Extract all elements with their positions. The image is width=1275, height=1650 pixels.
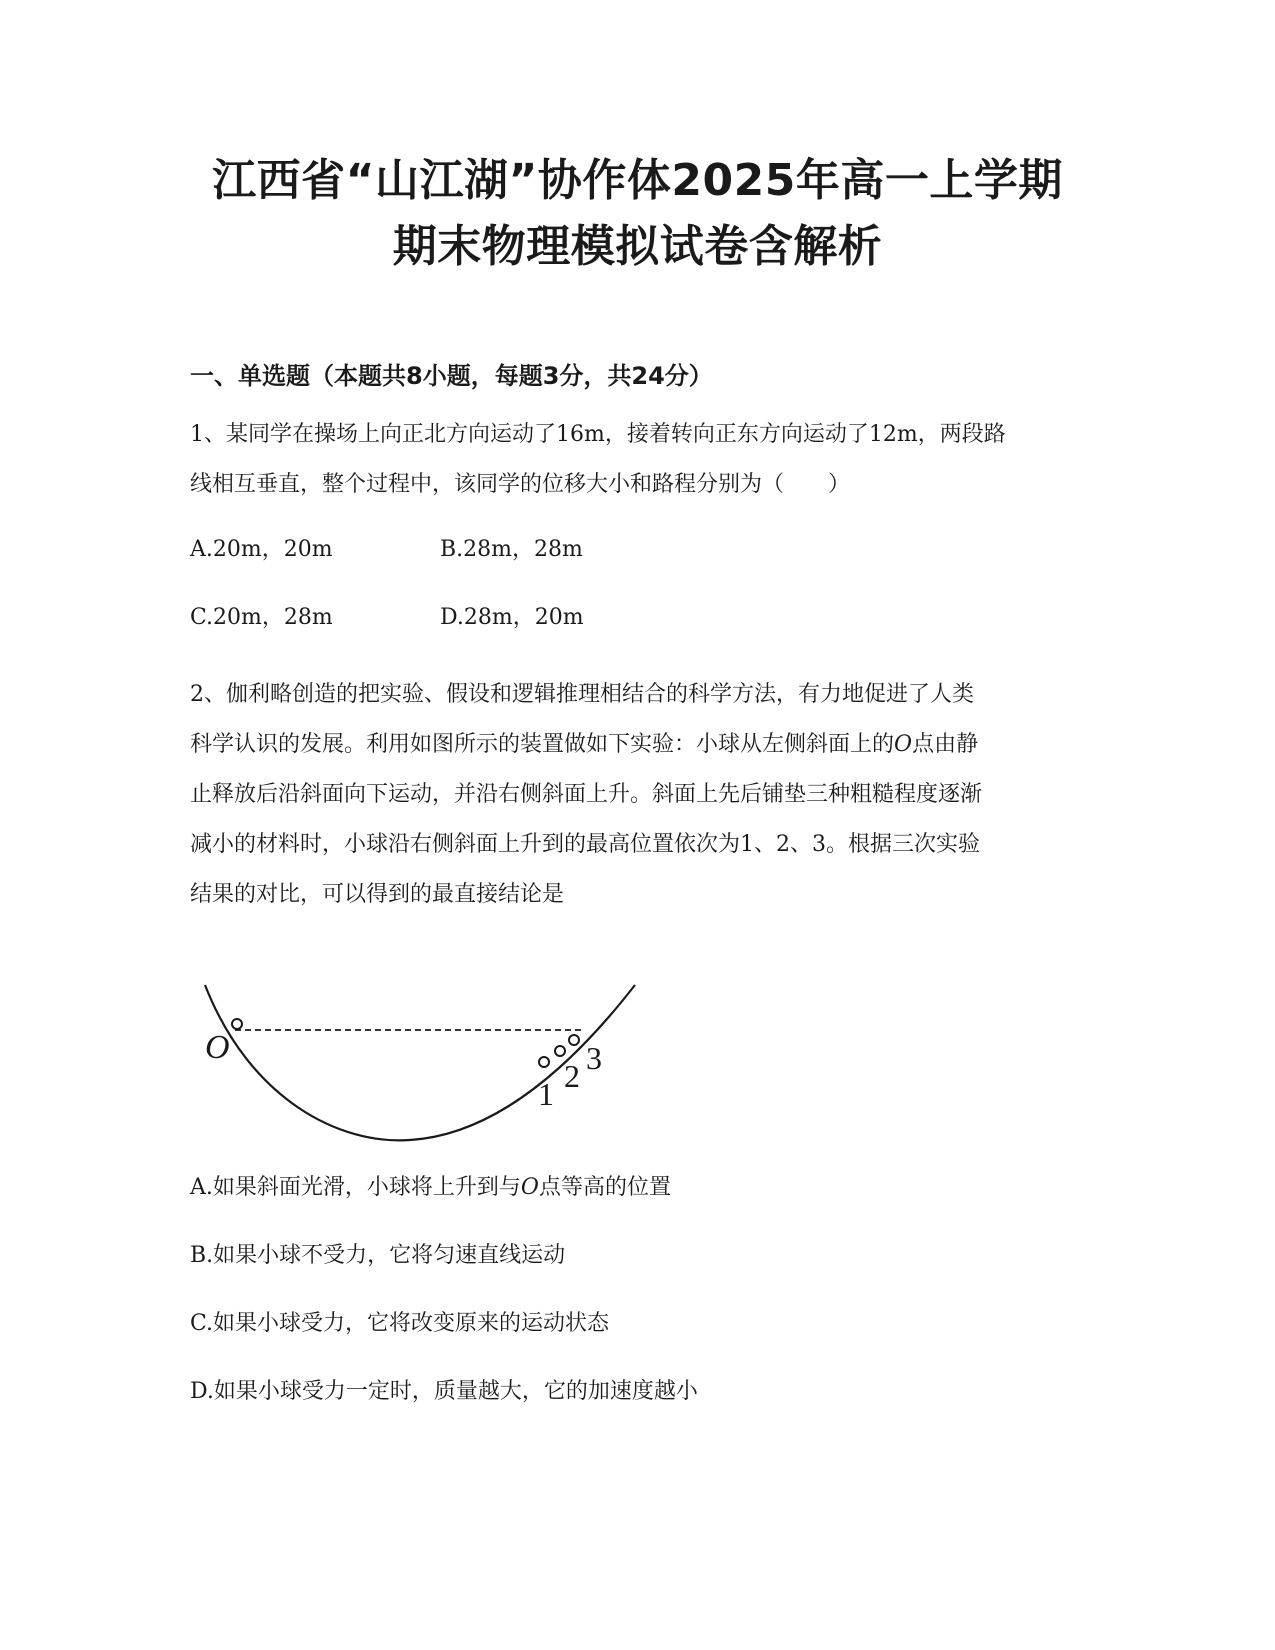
question-2-line-2: [190, 720, 1095, 770]
point-o-label-inline: O: [894, 732, 913, 757]
question-1-option-d: D.28m，20m: [440, 605, 584, 630]
ball-position-2: [555, 1046, 565, 1056]
position-2-label: 2: [564, 1058, 580, 1094]
position-3-label: 3: [586, 1040, 602, 1076]
title-line-2: 期末物理模拟试卷含解析: [392, 221, 883, 272]
question-1-text: [190, 410, 1095, 510]
position-1-label: 1: [538, 1076, 554, 1112]
ball-position-1: [539, 1057, 549, 1067]
title-line-1: 江西省“山江湖”协作体2025年高一上学期: [212, 155, 1063, 206]
question-1-option-a: A.20m，20m: [190, 537, 333, 562]
question-2-line-2-pre: 科学认识的发展。利用如图所示的装置做如下实验：小球从左侧斜面上的: [190, 732, 895, 757]
ball-position-3: [569, 1035, 579, 1045]
question-2-option-b: B.如果小球不受力，它将匀速直线运动: [190, 1243, 566, 1268]
question-2-line-3: 止释放后沿斜面向下运动，并沿右侧斜面上升。斜面上先后铺垫三种粗糙程度逐渐: [190, 782, 983, 807]
question-1-option-b: B.28m，28m: [440, 537, 583, 562]
question-2-line-2-post: 点由静: [912, 732, 979, 757]
incline-figure: [190, 965, 650, 1145]
option-a-point-o: O: [520, 1175, 539, 1200]
question-1-line-2: 线相互垂直，整个过程中，该同学的位移大小和路程分别为（ ）: [190, 472, 851, 497]
question-2-option-d: D.如果小球受力一定时，质量越大，它的加速度越小: [190, 1379, 698, 1404]
ball-at-o: [232, 1019, 242, 1029]
question-2-line-5: 结果的对比，可以得到的最直接结论是: [190, 882, 565, 907]
question-1-line-1: 1、某同学在操场上向正北方向运动了16m，接着转向正东方向运动了12m，两段路: [190, 422, 1006, 447]
question-2-line-4: 减小的材料时，小球沿右侧斜面上升到的最高位置依次为1、2、3。根据三次实验: [190, 832, 980, 857]
option-a-post: 点等高的位置: [538, 1175, 671, 1200]
question-1-option-c: C.20m，28m: [190, 605, 333, 630]
option-a-pre: A.如果斜面光滑，小球将上升到与: [190, 1175, 521, 1200]
question-2-text: [190, 670, 1095, 920]
point-o-label: O: [205, 1029, 230, 1066]
section-heading: 一、单选题（本题共8小题，每题3分，共24分）: [190, 362, 713, 390]
question-2-option-c: C.如果小球受力，它将改变原来的运动状态: [190, 1311, 610, 1336]
document-title: [150, 148, 1125, 280]
question-2-line-1: 2、伽利略创造的把实验、假设和逻辑推理相结合的科学方法，有力地促进了人类: [190, 682, 974, 707]
question-2-option-a: [190, 1170, 671, 1206]
